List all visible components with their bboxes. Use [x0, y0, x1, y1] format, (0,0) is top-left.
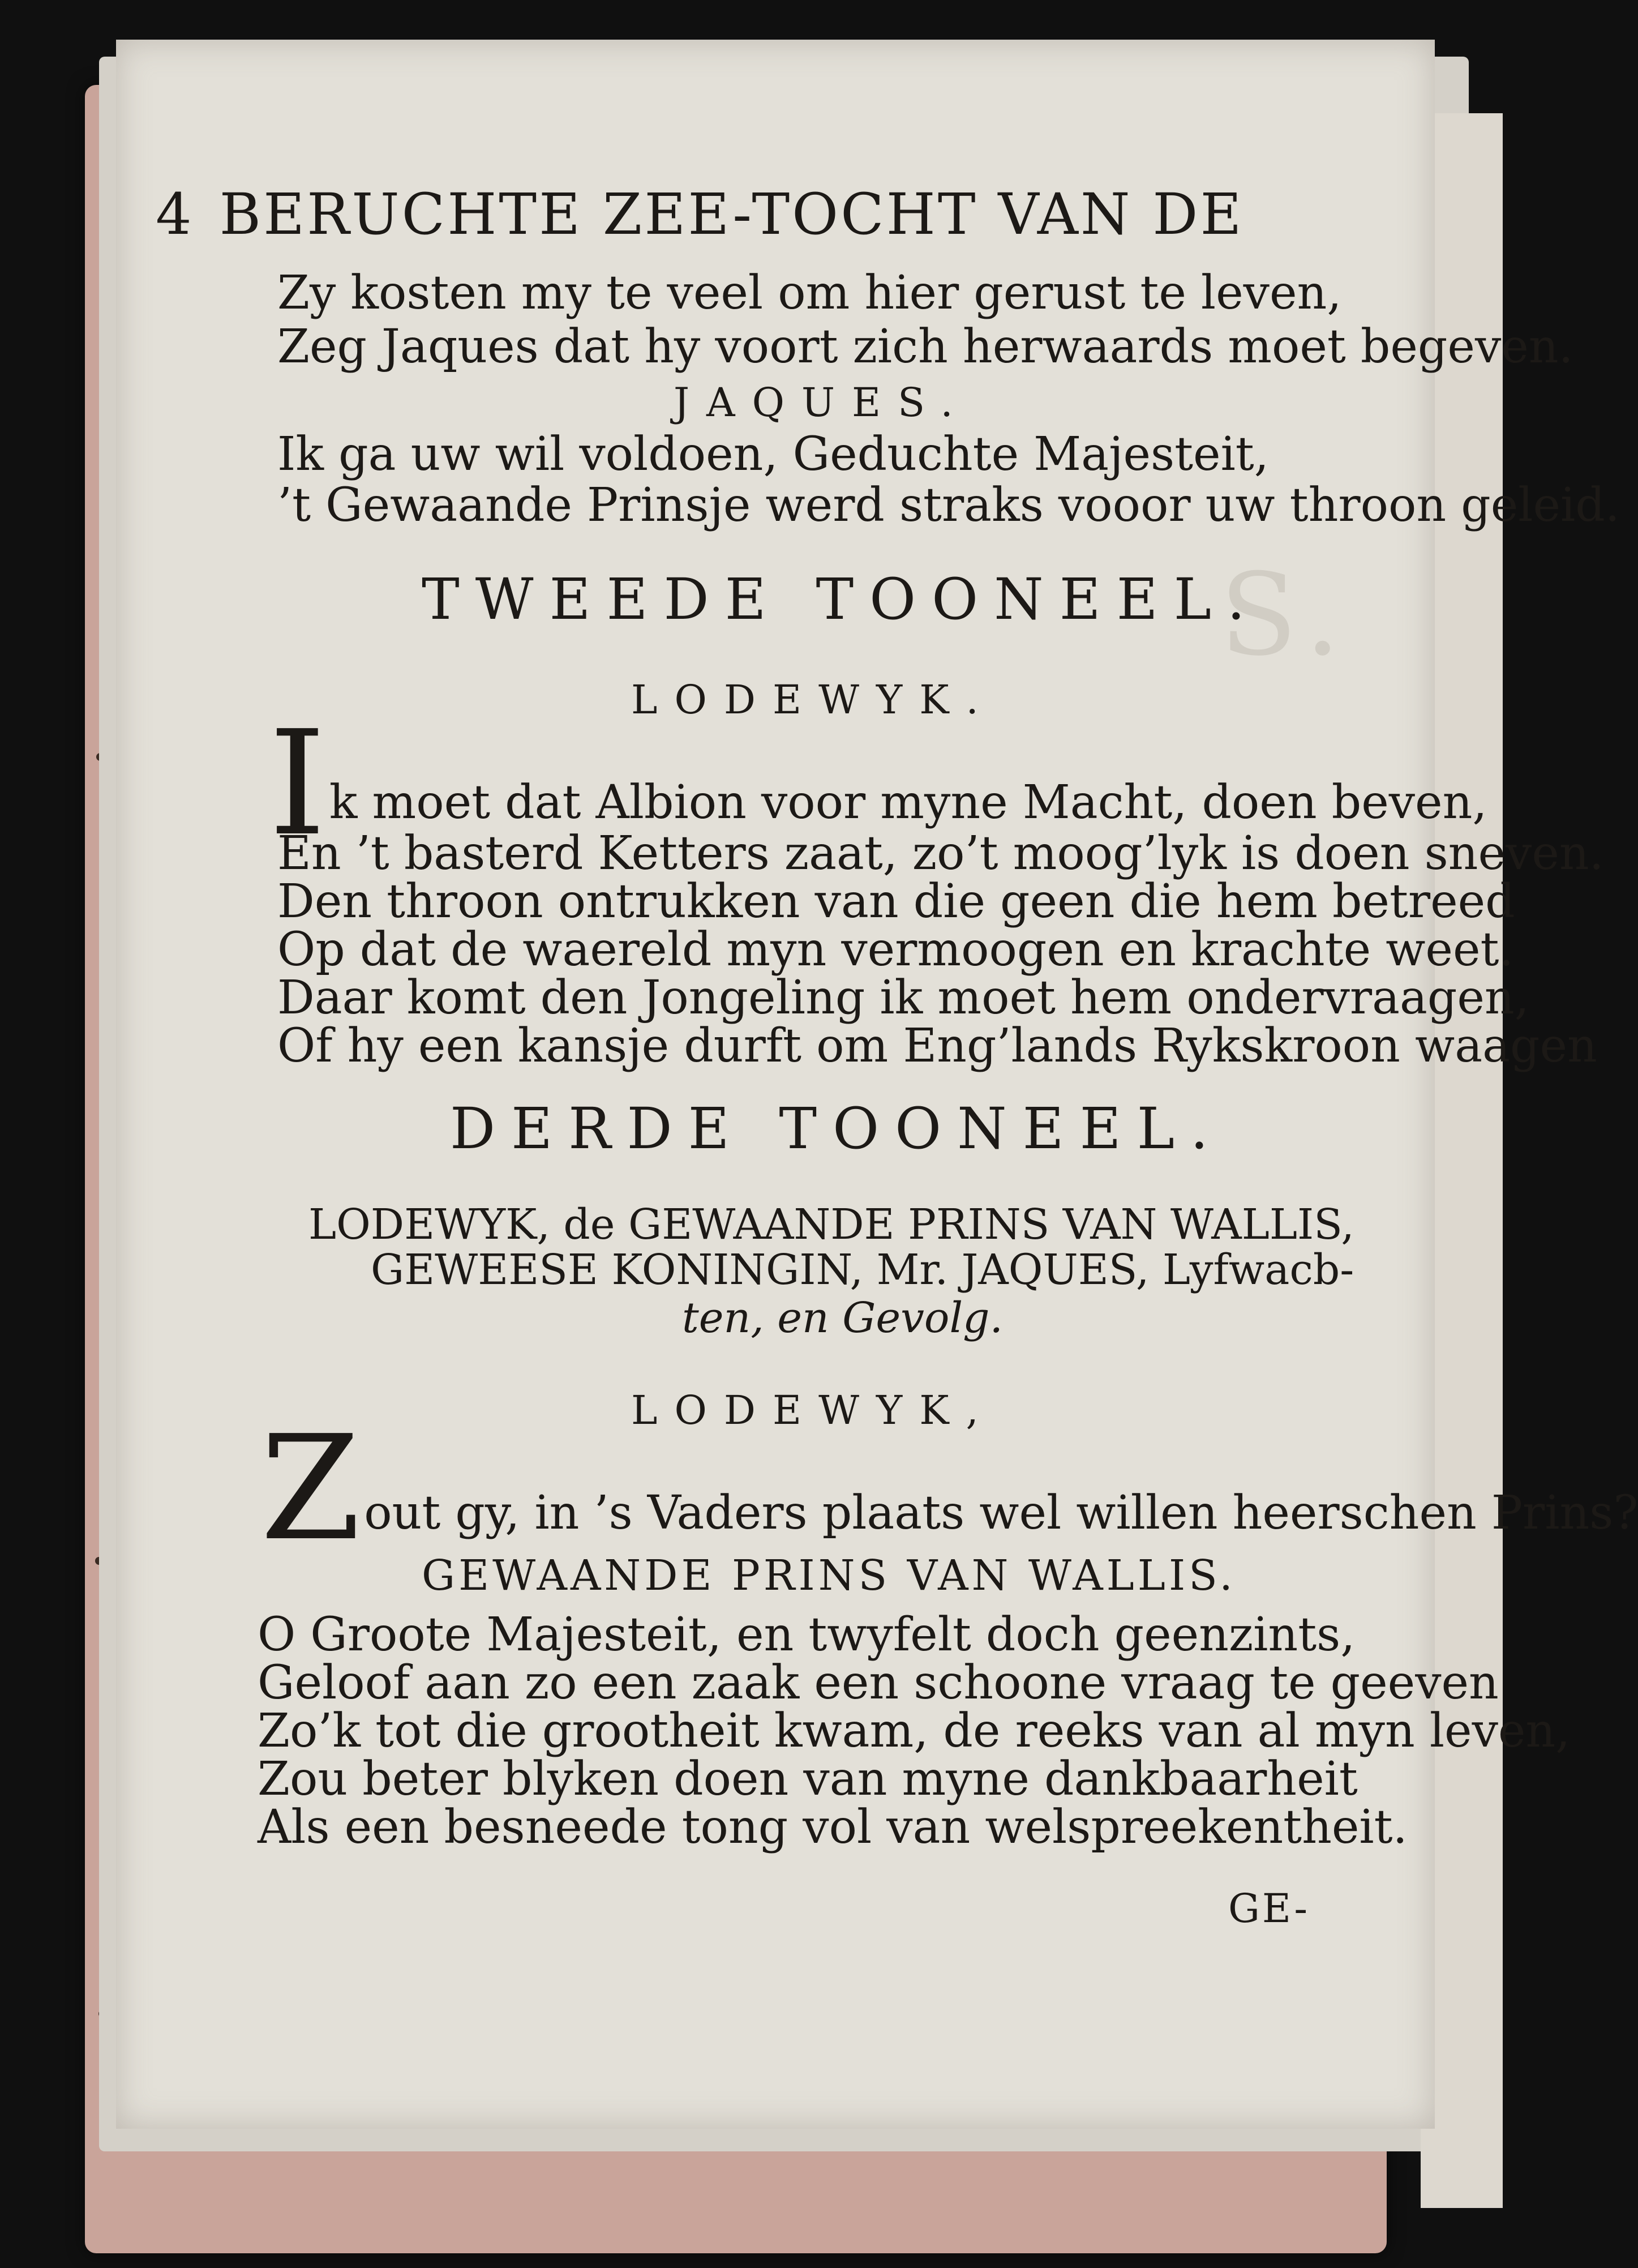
verse-line: Zy kosten my te veel om hier gerust te leven, [277, 266, 1342, 320]
verse-line: Op dat de waereld myn vermoogen en krachte weet. [277, 923, 1514, 977]
show-through-text: S. [1220, 549, 1352, 681]
speaker-name: GEWAANDE PRINS VAN WALLIS. [422, 1551, 1236, 1600]
scene-title: TWEEDE TOONEEL. [422, 566, 1261, 632]
drop-capital: Z [260, 1405, 361, 1573]
speaker-name: LODEWYK. [631, 677, 996, 723]
verse-line-text: k moet dat Albion voor myne Macht, doen beven, [329, 776, 1487, 829]
drop-capital: I [269, 700, 326, 868]
verse-line: Of hy een kansje durft om Eng’lands Rykskroon waagen [277, 1019, 1597, 1073]
verse-line: En ’t basterd Ketters zaat, zo’t moog’lyk is doen sneven. [277, 827, 1604, 880]
verse-line: Ik ga uw wil voldoen, Geduchte Majesteit, [277, 427, 1269, 481]
stage-direction: LODEWYK, de GEWAANDE PRINS VAN WALLIS, [308, 1200, 1354, 1249]
running-head [156, 181, 1243, 247]
speaker-name: LODEWYK, [631, 1387, 996, 1433]
verse-line: Den throon ontrukken van die geen die hem betreed [277, 875, 1515, 928]
verse-line: Zeg Jaques dat hy voort zich herwaards moet begeven. [277, 320, 1573, 374]
verse-line-text: out gy, in ’s Vaders plaats wel willen heerschen Prins? [364, 1486, 1638, 1540]
stage-direction: ten, en Gevolg. [682, 1294, 1004, 1342]
verse-line: Zo’k tot die grootheit kwam, de reeks van al myn leven, [258, 1704, 1571, 1758]
verse-line: ’t Gewaande Prinsje werd straks vooor uw throon geleid. [277, 478, 1620, 532]
verse-line: Daar komt den Jongeling ik moet hem ondervraagen, [277, 971, 1529, 1025]
scene-title: DERDE TOONEEL. [450, 1096, 1224, 1162]
running-head-title: BERUCHTE ZEE-TOCHT VAN DE [219, 181, 1244, 247]
verse-line: Geloof aan zo een zaak een schoone vraag te geeven [258, 1656, 1499, 1710]
verse-line: Als een besneede tong vol van welspreekentheit. [258, 1800, 1408, 1854]
speaker-name: JAQUES. [674, 379, 970, 426]
page-number: 4 [156, 181, 194, 247]
stage-direction: GEWEESE KONINGIN, Mr. JAQUES, Lyfwacb- [371, 1246, 1354, 1294]
catchword: GE- [1228, 1885, 1310, 1932]
verse-line: O Groote Majesteit, en twyfelt doch geenzints, [258, 1608, 1356, 1662]
verse-line: Zou beter blyken doen van myne dankbaarheit [258, 1752, 1358, 1806]
